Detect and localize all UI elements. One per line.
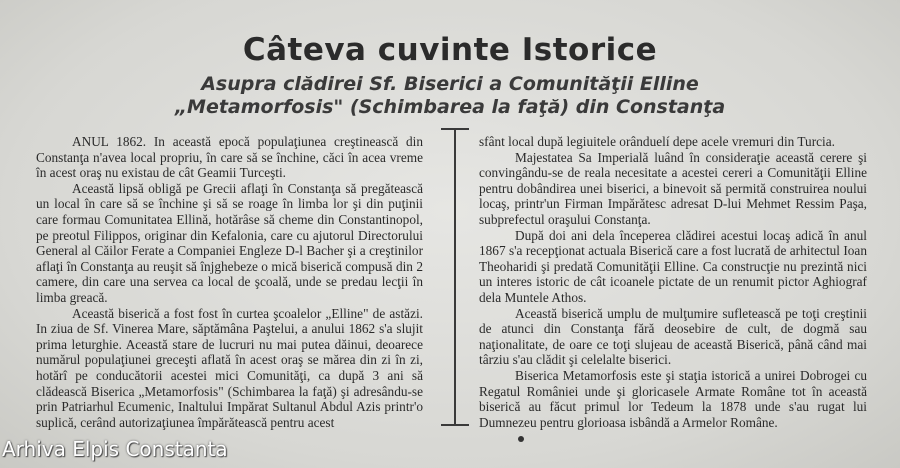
right-column (479, 134, 867, 430)
divider-bottom-cap (441, 424, 469, 426)
right-paragraph-1: sfânt local după legiuitele orânduelí depe acele vremuri din Turcia. (479, 134, 835, 149)
divider-bar (454, 128, 456, 424)
end-ornament-dot (518, 436, 524, 442)
right-paragraph-5: Biserica Metamorfosis este şi staţia istorică a unirei Dobrogei cu Regatul României unde şi gloricasele Armate Române tot în această biserică au făcut primul lor Tedeum la 1878 unde s'au rugat lui Dumnezeu pentru glorioasa isbândă a Armelor Române. (479, 367, 867, 430)
document-subtitle-line2: „Metamorfosis" (Schimbarea la faţă) din Constanţa (174, 96, 726, 118)
left-paragraph-2: Această lipsă obligă pe Grecii aflaţi în Constanţa să pregătească un local în care să se închine şi să se roage în limba lor şi din puţinii care formau Comunitatea Ellină, hotărâse să cheme din Constantinopol, pe preotul Filippos, originar din Kefalonia, care cu ajutorul Directorului General al Căilor Ferate a Companiei Engleze D-l Bacher şi a creştinilor aflaţi în Constanţa au reuşit să înjghebeze o mică biserică compusă din 2 camere, din care una servea ca local de şcoală, unde se predau lecţii în limba greacă. (36, 180, 423, 305)
left-paragraph-1: ANUL 1862. In această epocă populaţiunea creştinească din Constanţa n'avea local propriu, în care să se închine, căci în acea vreme în acest oraş nu existau de cât Geamii Turceşti. (36, 134, 423, 181)
left-column (36, 134, 423, 430)
document-title: Câteva cuvinte Istorice (242, 32, 658, 68)
left-paragraph-3: Această biserică a fost fost în curtea şcoalelor „Elline" de astăzi. In ziua de Sf. Vinerea Mare, săptămâna Paştelui, a anului 1862 s'a slujit prima leturghie. Această stare de lucruri nu mai putea dăinui, deoarece numărul populaţiunei greceşti aflată în acest oraş se mărea din zi în zi, hotărî pe conducătorii acestei mici Comunităţi, ca după 3 ani să clădească Biserica „Metamorfosis" (Schimbarea la faţă) şi adresându-se prin Patriarhul Ecumenic, Inaltului Impărat Sultanul Abdul Azis printr'o suplică, cerând autorizaţiunea împărătească pentru acest (36, 305, 423, 430)
right-paragraph-3: După doi ani dela începerea clădirei acestui locaş adică în anul 1867 s'a recepţionat actuala Biserică care a fost lucrată de arhitectul Ioan Theoharidi şi predată Comunităţii Elline. Ca construcţie nu prezintă nici un interes istoric de cât icoanele pictate de un renumit pictor Aghiograf dela Muntele Athos. (479, 227, 867, 305)
document-subtitle-line1: Asupra clădirei Sf. Biserici a Comunităţii Elline (201, 73, 699, 95)
right-paragraph-4: Această biserică umplu de mulţumire sufletească pe toţi creştinii de atunci din Constanţa fără deosebire de cult, de dogmă sau naţionalitate, de oare ce toţi slujeau de această Biserică, până când mai târziu s'au clădit şi celelalte biserici. (479, 305, 867, 368)
column-divider (452, 128, 458, 428)
right-paragraph-2: Majestatea Sa Imperială luând în consideraţie această cerere şi convingându-se de reala necesitate a acestei cereri a Comunităţii Elline pentru dobândirea unei biserici, a binevoit să permită construirea noului locaş, printr'un Firman Impărătesc adresat D-lui Mehmet Ressim Paşa, subprefectul oraşului Constanţa. (479, 149, 867, 227)
archive-watermark: Arhiva Elpis Constanta (2, 437, 228, 461)
